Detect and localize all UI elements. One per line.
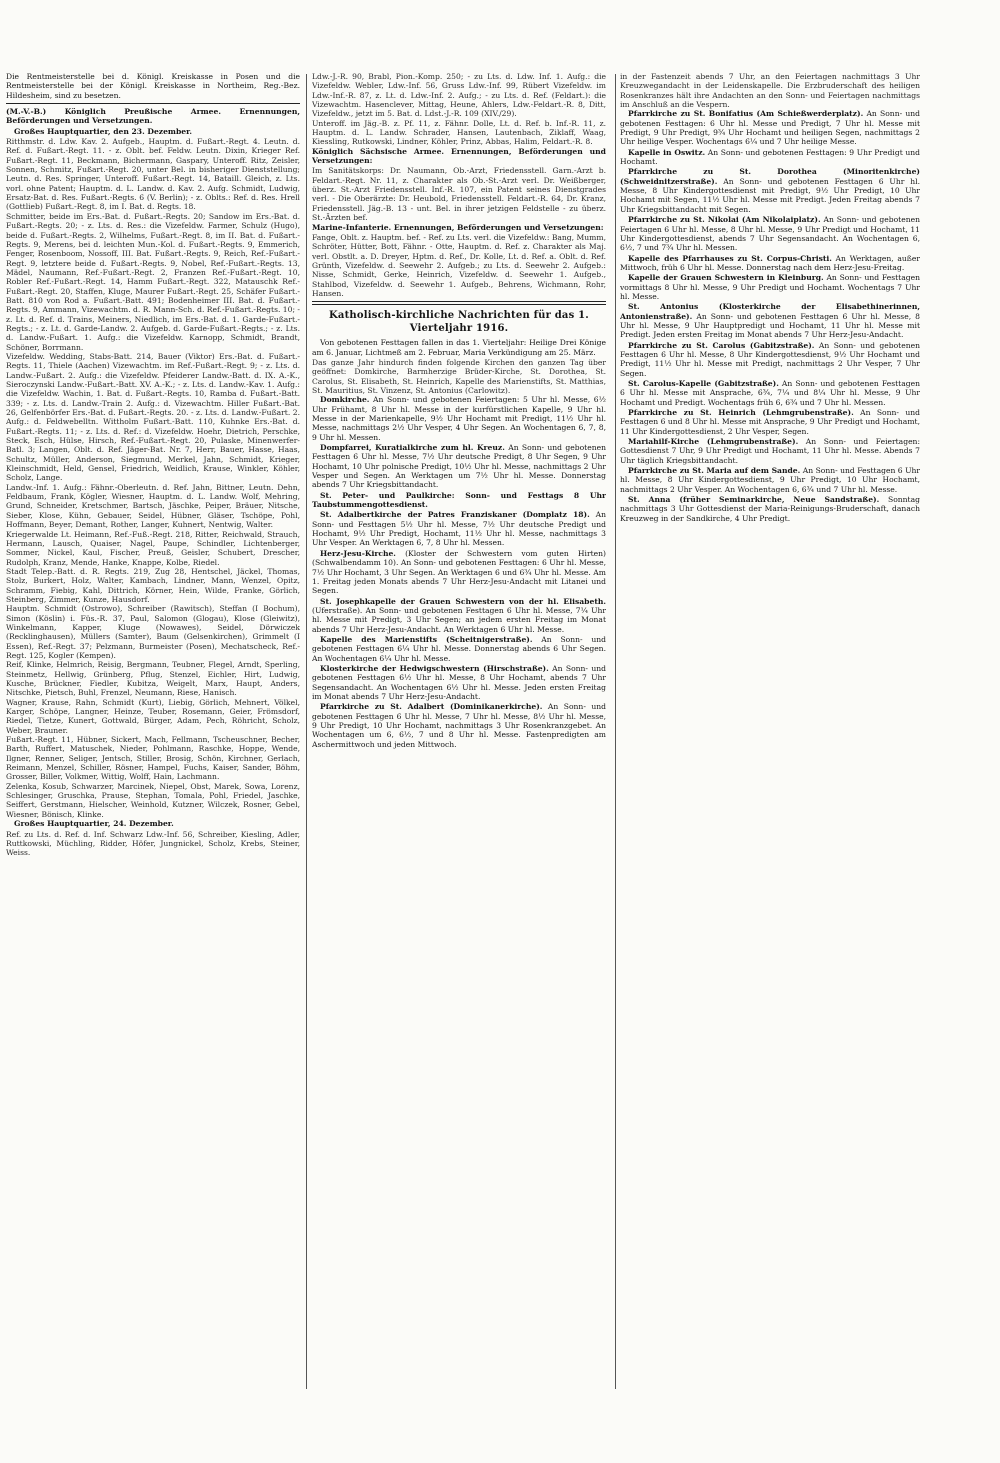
military-appointments-lead: Großes Hauptquartier, den 23. Dezember. [14,126,193,136]
headquarters-lead-2: Großes Hauptquartier, 24. Dezember. [14,819,174,829]
vacancy-notice: Die Rentmeisterstelle bei d. Königl. Kreiskasse in Posen und die Rentmeisterstelle bei der Königl. Kreiskasse in Northeim, Reg.-Bez. Hildesheim, sind zu besetzen. [6,72,300,100]
column-left [6,72,300,1392]
carolus-chapel-entry: St. Carolus-Kapelle (Gabitzstraße). An Sonn- und gebotenen Festtagen 6 Uhr hl. Messe mit Ansprache, 6¾, 7¼ und 8¼ Uhr hl. Messe, 9 Uhr Hochamt und Predigt. Wochentags früh 6, 6¾ und 7 Uhr hl. Messen. [620,379,920,407]
column-middle [312,72,606,1392]
bonifatius-entry: Pfarrkirche zu St. Bonifatius (Am Schießwerderplatz). An Sonn- und gebotenen Festtagen: 6 Uhr hl. Messe und Predigt, 7 Uhr hl. Messe mit Predigt, 9 Uhr Predigt, 9¾ Uhr Hochamt und heiligen Segen, nachmittags 2 Uhr heilige Vesper. Wochentags 6¼ und 7 Uhr heilige Messe. [620,109,920,147]
section-rule [312,301,606,305]
kleinburg-entry: Kapelle der Grauen Schwestern in Kleinburg. An Sonn- und Festtagen vormittags 8 Uhr hl. Messe, 9 Uhr Predigt und Hochamt. Wochentags 7 Uhr hl. Messe. [620,273,920,301]
dorothea-entry: Pfarrkirche zu St. Dorothea (Minoritenkirche) (Schweidnitzerstraße). An Sonn- und gebotenen Festtagen 6 Uhr hl. Messe, 8 Uhr Kindergottesdienst mit Predigt, 9½ Uhr Predigt, 10 Uhr Hochamt mit Segen, 11½ Uhr hl. Messe mit Predigt. Jeden Freitag abends 7 Uhr Kriegsbittandacht mit Segen. [620,167,920,214]
column-divider [306,74,307,1389]
dominican-church-entry: Pfarrkirche zu St. Adalbert (Dominikanerkirche). An Sonn- und gebotenen Festtagen 6 Uhr hl. Messe, 7 Uhr hl. Messe, 8½ Uhr hl. Messe, 9 Uhr Predigt, 10 Uhr Hochamt, nachmittags 3 Uhr Rosenkranzgebet. An Wochentagen um 6, 6½, 7 und 8 Uhr hl. Messe. Fastenpredigten am Aschermittwoch und jeden Mittwoch. [312,702,606,749]
marienstift-entry: Kapelle des Marienstifts (Scheitnigerstraße). An Sonn- und gebotenen Festtagen 6¼ Uhr hl. Messe. Donnerstag abends 6 Uhr Segen. An Wochentagen 6¼ Uhr hl. Messe. [312,634,606,663]
joseph-chapel-entry: St. Josephkapelle der Grauen Schwestern von der hl. Elisabeth. (Uferstraße). An Sonn- und gebotenen Festtagen 6 Uhr hl. Messe, 7¼ Uhr hl. Messe mit Predigt, 3 Uhr Segen; an jedem ersten Freitag im Monat abends 7 Uhr Herz-Jesu-Andacht. An Werktagen 6 Uhr hl. Messe. [312,596,606,634]
hedwig-sisters-entry: Klosterkirche der Hedwigschwestern (Hirschstraße). An Sonn- und gebotenen Festtagen 6½ Uhr hl. Messe, 8 Uhr Hochamt, abends 7 Uhr Segensandacht. An Wochentagen 6½ Uhr hl. Messe. Jeden ersten Freitag im Monat abends 7 Uhr Herz-Jesu-Andacht. [312,663,606,701]
marine-infantry-heading: Marine-Infanterie. Ernennungen, Beförderungen und Versetzungen: [312,222,604,232]
heinrich-entry: Pfarrkirche zu St. Heinrich (Lehmgrubenstraße). An Sonn- und Festtagen 6 und 8 Uhr hl. Messe mit Ansprache, 9 Uhr Predigt und Hochamt, 11 Uhr Kindergottesdienst, 2 Uhr Vesper, Segen. [620,408,920,436]
nikolai-entry: Pfarrkirche zu St. Nikolai (Am Nikolaiplatz). An Sonn- und gebotenen Feiertagen 6 Uhr hl. Messe, 8 Uhr hl. Messe, 9 Uhr Predigt und Hochamt, 11 Uhr Kindergottesdienst, abends 7 Uhr Segensandacht. An Wochentagen 6, 6½, 7 und 7¾ Uhr hl. Messen. [620,215,920,253]
mariahilf-entry: Mariahilf-Kirche (Lehmgrubenstraße). An Sonn- und Feiertagen: Gottesdienst 7 Uhr, 9 Uhr Predigt und Hochamt, 11 Uhr hl. Messe. Abends 7 Uhr täglich Kriegsbittandacht. [620,437,920,465]
adalbert-church-entry: St. Adalbertkirche der Patres Franziskaner (Domplatz 18). An Sonn- und Festtagen 5½ Uhr hl. Messe, 7½ Uhr deutsche Predigt und Hochamt, 9½ Uhr Predigt, Hochamt, 11½ Uhr hl. Messe, nachmittags 3 Uhr Vesper. An Werktagen 6, 7, 8 Uhr hl. Messen. [312,510,606,548]
cathedral-entry: Domkirche. An Sonn- und gebotenen Feiertagen: 5 Uhr hl. Messe, 6½ Uhr Frühamt, 8 Uhr hl. Messe in der kurfürstlichen Kapelle, 9 Uhr hl. Messe in der Marienkapelle, 9½ Uhr Hochamt mit Predigt, 11½ Uhr hl. Messe, nachmittags 2½ Uhr Vesper, 4 Uhr Segen. An Wochentagen 6, 7, 8, 9 Uhr hl. Messen. [312,395,606,442]
military-continued-text: Ldw.-J.-R. 90, Brabl, Pion.-Komp. 250; - zu Lts. d. Ldw. Inf. 1. Aufg.: die Vizefeldw. Webler, Ldw.-Inf. 56, Gruss Ldw.-Inf. 99, Rübert Vizefeldw. im Ldw.-Inf.-R. 87, z. Lt. d. Ldw.-Inf. 2. Aufg.; - zu Lts. d. Ref. (Feldart.): die Vizewachtm. Hasenclever, Mittag, Heune, Ahlers, Ldw.-Feldart.-R. 8, Ditt, Vizefeldw., jetzt im 5. Bat. d. Ldst.-J.-R. 109 (XIV./29). Unteroff. im Jäg.-B. z. Pf. 11, z. Fähnr. Dolle, Lt. d. Ref. b. Inf.-R. 11, z. Hauptm. d. L. Landw. Schrader, Hansen, Lautenbach, Ziklaff, Waag, Kiessling, Rutkowski, Lindner, Köhler, Prinz, Abbas, Halim, Feldart.-R. 8. [312,72,606,147]
carolus-entry: Pfarrkirche zu St. Carolus (Gabitzstraße). An Sonn- und gebotenen Festtagen 6 Uhr hl. Messe, 8 Uhr Kindergottesdienst, 9½ Uhr Hochamt und Predigt, 11½ Uhr hl. Messe mit Predigt, nachmittags 2 Uhr Vesper, 7 Uhr Segen. [620,340,920,378]
saxon-army-heading: Königlich Sächsische Armee. Ernennungen, Beförderungen und Versetzungen: [312,146,606,166]
column-divider [615,74,616,1389]
sand-church-entry: Pfarrkirche zu St. Maria auf dem Sande. An Sonn- und Festtagen 6 Uhr hl. Messe, 8 Uhr Kindergottesdienst, 9 Uhr Predigt, 10 Uhr Hochamt, nachmittags 2 Uhr Vesper. An Wochentagen 6, 6¾ und 7 Uhr hl. Messe. [620,466,920,494]
column-right [620,72,920,1392]
military-appointments-heading: (M.-V.-B.) Königlich Preußische Armee. Ernennungen, Beförderungen und Versetzungen. [6,107,300,126]
saxon-army-text: Im Sanitätskorps: Dr. Naumann, Ob.-Arzt, Friedensstell. Garn.-Arzt b. Feldart.-Regt. Nr. 11, z. Charakter als Ob.-St.-Arzt verl. Dr. Weißberger, überz. St.-Arzt Friedensstell. Inf.-R. 107, ein Patent seines Dienstgrades verl. - Die Oberärzte: Dr. Heubold, Friedensstell. Feldart.-R. 64, Dr. Kranz, Friedensstell. Jäg.-B. 13 - unt. Bel. in ihrer jetzigen Feldstelle - zu überz. St.-Ärzten bef. [312,166,606,223]
catholic-intro-text: Das ganze Jahr hindurch finden folgende Kirchen den ganzen Tag über geöffnet: Domkirche, Barmherzige Brüder-Kirche, St. Dorothea, St. Carolus, St. Elisabeth, St. Heinrich, Kapelle des Marienstifts, St. Matthias, St. Mauritius, St. Vinzenz, St. Antonius (Carlowitz). [312,357,606,395]
corpus-christi-entry: Kapelle des Pfarrhauses zu St. Corpus-Christi. An Werktagen, außer Mittwoch, früh 6 Uhr hl. Messe. Donnerstag nach dem Herz-Jesu-Freitag. [620,253,920,272]
lent-notice-text: in der Fastenzeit abends 7 Uhr, an den Feiertagen nachmittags 3 Uhr Kreuzwegandacht in der Leidenskapelle. Die Erzbruderschaft des heiligen Rosenkranzes hält ihre Andachten an den Sonn- und Feiertagen nachmittags im Anschluß an die Vespern. [620,72,920,110]
peter-paul-entry: St. Peter- und Paulkirche: Sonn- und Festtags 8 Uhr Taubstummengottesdienst. [312,490,606,510]
oswitz-chapel-entry: Kapelle in Oswitz. An Sonn- und gebotenen Festtagen: 9 Uhr Predigt und Hochamt. [620,147,920,167]
holy-cross-entry: Dompfarrei, Kuratialkirche zum hl. Kreuz. An Sonn- und gebotenen Festtagen 6 Uhr hl. Messe, 7½ Uhr deutsche Predigt, 8 Uhr Segen, 9 Uhr Hochamt, 10 Uhr polnische Predigt, 10½ Uhr hl. Messe, nachmittags 2 Uhr Vesper und Segen. An Werktagen um 7½ Uhr hl. Messe. Donnerstag abends 7 Uhr Kriegsbittandacht. [312,443,606,490]
catholic-news-intro: Von gebotenen Festtagen fallen in das 1. Vierteljahr: Heilige Drei Könige am 6. Januar, Lichtmeß am 2. Februar, Maria Verkündigung am 25. März. [312,338,606,357]
section-rule [6,103,300,104]
marine-infantry-text: Fange, Oblt. z. Hauptm. bef. - Ref. zu Lts. verl. die Vizefeldw.: Bang, Mumm, Schröter, Hütter, Bott, Fähnr. - Otte, Hauptm. d. Ref. z. Charakter als Maj. verl. Obstlt. a. D. Dreyer, Hptm. d. Ref., Dr. Kolle, Lt. d. Ref. a. Oblt. d. Ref. Grünth, Vizefeldw. d. Seewehr 2. Aufgeb.; zu Lts. d. Seewehr 2. Aufgeb.: Nisse, Schmidt, Gerke, Heinrich, Vizefeldw. d. Seewehr 1. Aufgeb., Stahlbod, Vizefeldw. d. Seewehr 1. Aufgeb., Behrens, Wichmann, Rohr, Hansen. [312,232,606,298]
military-appointments-text-2: Ref. zu Lts. d. Ref. d. Inf. Schwarz Ldw.-Inf. 56, Schreiber, Kiesling, Adler, Ruttkowski, Müchling, Ridder, Höfer, Jungnickel, Scholz, Krebs, Steiner, Weiss. [6,829,300,858]
antonius-entry: St. Antonius (Klosterkirche der Elisabethinerinnen, Antonienstraße). An Sonn- und gebotenen Festtagen 6 Uhr hl. Messe, 8 Uhr hl. Messe, 9 Uhr Hauptpredigt und Hochamt, 11 Uhr hl. Messe mit Predigt. Jeden ersten Freitag im Monat abends 7 Uhr Herz-Jesu-Andacht. [620,302,920,340]
sacred-heart-entry: Herz-Jesu-Kirche. (Kloster der Schwestern vom guten Hirten) (Schwalbendamm 10). An Sonn- und gebotenen Festtagen: 6 Uhr hl. Messe, 7½ Uhr Hochamt, 3 Uhr Segen. An Werktagen 6 und 6¾ Uhr hl. Messe. Am 1. Freitag jeden Monats abends 7 Uhr Herz-Jesu-Andacht mit Litanei und Segen. [312,548,606,596]
catholic-news-heading: Katholisch-kirchliche Nachrichten für das 1. Vierteljahr 1916. [329,310,589,335]
anna-entry: St. Anna (früher Seminarkirche, Neue Sandstraße). Sonntag nachmittags 3 Uhr Gottesdienst der Maria-Reinigungs-Bruderschaft, danach Kreuzweg in der Sandkirche, 4 Uhr Predigt. [620,495,920,523]
military-appointments-text: Ritthmstr. d. Ldw. Kav. 2. Aufgeb., Hauptm. d. Fußart.-Regt. 4. Leutn. d. Ref. d. Fußart.-Regt. 11. - z. Oblt. bef. Feldw. Leutn. Dixin, Krieger Ref. Fußart.-Regt. 11, Beckmann, Bichermann, Gaspary, Unteroff. Ritz, Zeisler, Sonnen, Schmitz, Fußart.-Regt. 20, unter Bel. in bisheriger Dienststellung; Leutn. d. Res. Springer, Unteroff. Fußart.-Regt. 14, Bataill. Gleich, z. Lts. vorl. ohne Patent; Hauptm. d. L. Landw. d. Kav. 2. Aufg. Schmidt, Ludwig, Ersatz-Bat. d. Res. Fußart.-Regts. 6 (V. Berlin); - z. Oblts.: Ref. d. Res. Hrell (Gottlieb) Fußart.-Regt. 8, im I. Bat. d. Regts. 18. Schmitter, beide im Ers.-Bat. d. Fußart.-Regts. 20; Sandow im Ers.-Bat. d. Fußart.-Regts. 20; - z. Lts. d. Res.: die Vizefeldw. Farmer, Schulz (Hugo), beide d. Fußart.-Regts. 2, Wilhelms, Fußart.-Regt. 8, im II. Bat. d. Fußart.-Regts. 9, Merens, bei d. leichten Mun.-Kol. d. Fußart.-Regts. 9, Emmerich, Fenger, Rosenboom, Nossoff, III. Bat. Fußart.-Regts. 9, Reich, Ref.-Fußart.-Regt. 9, letztere beide d. Fußart.-Regts. 9, Nobel, Ref.-Fußart.-Regts. 13, Mädel, Naumann, Ref.-Fußart.-Regt. 2, Franzen Ref.-Fußart.-Regt. 10, Robler Ref.-Fußart.-Regt. 14, Hamm Fußart.-Regt. 322, Matauschk Ref.-Fußart.-Regt. 20, Staffen, Kluge, Maurer Fußart.-Regt. 25, Schäfer Fußart.-Batt. 810 von Rod a. Fußart.-Batt. 491; Bodenheimer III. Bat. d. Fußart.-Regts. 9, Ammann, Vizewachtm. d. R. Mann-Sch. d. Ref.-Fußart.-Regts. 10; - z. Lt. d. Ref. d. Trains, Meiners, Niedlich, im Ers.-Bat. d. 1. Garde-Fußart.-Regts.; - z. Lt. d. Garde-Landw. 2. Aufgeb. d. Garde-Fußart.-Regts.; - z. Lts. d. Landw.-Fußart. 1. Aufg.: die Vizefeldw. Karnopp, Schmidt, Brandt, Schöner, Borrmann. Vizefeldw. Wedding, Stabs-Batt. 214, Bauer (Viktor) Ers.-Bat. d. Fußart.-Regts. 11, Thiele (Aachen) Vizewachtm. im Ref.-Fußart.-Regt. 9; - z. Lts. d. Landw.-Fußart. 2. Aufg.: die Vizefeldw. Pfeiderer Landw.-Batt. d. IX. A.-K., Sieroczynski Landw.-Fußart.-Batt. XV. A.-K.; - z. Lts. d. Landw.-Kav. 1. Aufg.: die Vizefeldw. Wachin, 1. Bat. d. Fußart.-Regts. 10, Ramba d. Fußart.-Batt. 339; - z. Lts. d. Landw.-Train 2. Aufg.: d. Vizewachtm. Hiller Fußart.-Bat. 26, Gelfenbörfer Ers.-Bat. d. Fußart.-Regts. 20. - z. Lts. d. Landw.-Fußart. 2. Aufg.: d. Feldwebelltn. Wittholm Fußart.-Batt. 110, Kuhnke Ers.-Bat. d. Fußart.-Regts. 11; - z. Lts. d. Ref.: d. Vizefeldw. Hoehr, Dietrich, Perschke, Steck, Esch, Hülse, Hirsch, Ref.-Fußart.-Regt. 20, Pulaske, Minenwerfer-Batl. 3; Langen, Oblt. d. Ref. Jäger-Bat. Nr. 7, Herr, Bauer, Hasse, Haas, Schultz, Müller, Anderson, Siegmund, Merkel, Jahn, Schmidt, Krieger, Kleinschmidt, Held, Gensel, Friedrich, Weidlich, Krause, Winkler, Köhler, Scholz, Lange. Landw.-Inf. 1. Aufg.: Fähnr.-Oberleutn. d. Ref. Jahn, Bittner, Leutn. Dehn, Feldbaum, Frank, Kögler, Wiesner, Hauptm. d. L. Landw. Wolf, Mehring, Grund, Schneider, Kretschmer, Bartsch, Jäschke, Peiper, Bräuer, Nitsche, Sieber, Klose, Kühn, Gebauer, Seidel, Hübner, Gläser, Tschöpe, Pohl, Hoffmann, Beyer, Demant, Rother, Langer, Kuhnert, Nentwig, Walter. Kriegerwalde Lt. Heimann, Ref.-Fuß.-Regt. 218, Ritter, Reichwald, Strauch, Hermann, Lausch, Quaiser, Nagel, Paupe, Schindler, Lichtenberger, Sommer, Nickel, Kaul, Fischer, Preuß, Geisler, Schubert, Drescher, Rudolph, Kranz, Mende, Hanke, Knappe, Kolbe, Riedel. Stadt Telep.-Batt. d. R. Regts. 219, Zug 28, Hentschel, Jäckel, Thomas, Stolz, Burkert, Holz, Walter, Kambach, Lindner, Mann, Wenzel, Opitz, Schramm, Fiebig, Kahl, Dittrich, Körner, Hein, Wilde, Franke, Görlich, Steinberg, Zimmer, Kunze, Hausdorf. Hauptm. Schmidt (Ostrowo), Schreiber (Rawitsch), Steffan (I Bochum), Simon (Köslin) i. Füs.-R. 37, Paul, Salomon (Glogau), Klose (Gleiwitz), Winkelmann, Kapper, Kluge (Nowawes), Seidel, Dörwiczek (Recklinghausen), Müllers (Samter), Baum (Gelsenkirchen), Grimmelt (I Essen), Ref.-Regt. 37; Pelzmann, Burmeister (Posen), Mechatscheck, Ref.-Regt. 125, Kogler (Kempen). Reif, Klinke, Helmrich, Reisig, Bergmann, Teubner, Flegel, Arndt, Sperling, Steinmetz, Hellwig, Grünberg, Pflug, Stenzel, Eichler, Hirt, Ludwig, Kusche, Brückner, Fiedler, Kubitza, Weigelt, Marx, Haupt, Anders, Nitschke, Pietsch, Buhl, Frenzel, Neumann, Riese, Hanisch. Wagner, Krause, Rahn, Schmidt (Kurt), Liebig, Görlich, Mehnert, Völkel, Karger, Schöpe, Langner, Heinze, Teuber, Rosemann, Geier, Frömsdorf, Riedel, Tietze, Kunert, Gottwald, Bürger, Adam, Pech, Röhricht, Scholz, Weber, Brauner. Fußart.-Regt. 11, Hübner, Sickert, Mach, Fellmann, Tscheuschner, Becher, Barth, Ruffert, Matuschek, Nieder, Pohlmann, Raschke, Hoppe, Wende, Ilgner, Renner, Seliger, Jentsch, Stiller, Brosig, Schön, Kirchner, Gerlach, Reimann, Menzel, Schiller, Rösner, Hampel, Fuchs, Kaiser, Sander, Böhm, Grosser, Biller, Volkmer, Wittig, Wolff, Hain, Lachmann. Zelenka, Kosub, Schwarzer, Marcinek, Niepel, Obst, Marek, Sowa, Lorenz, Schlesinger, Gruschka, Prause, Stephan, Tomala, Pohl, Friedel, Jaschke, Seiffert, Gerstmann, Hielscher, Weinhold, Kutzner, Wilczek, Rosner, Gebel, Wiesner, Bönisch, Klinke. [6,137,300,819]
